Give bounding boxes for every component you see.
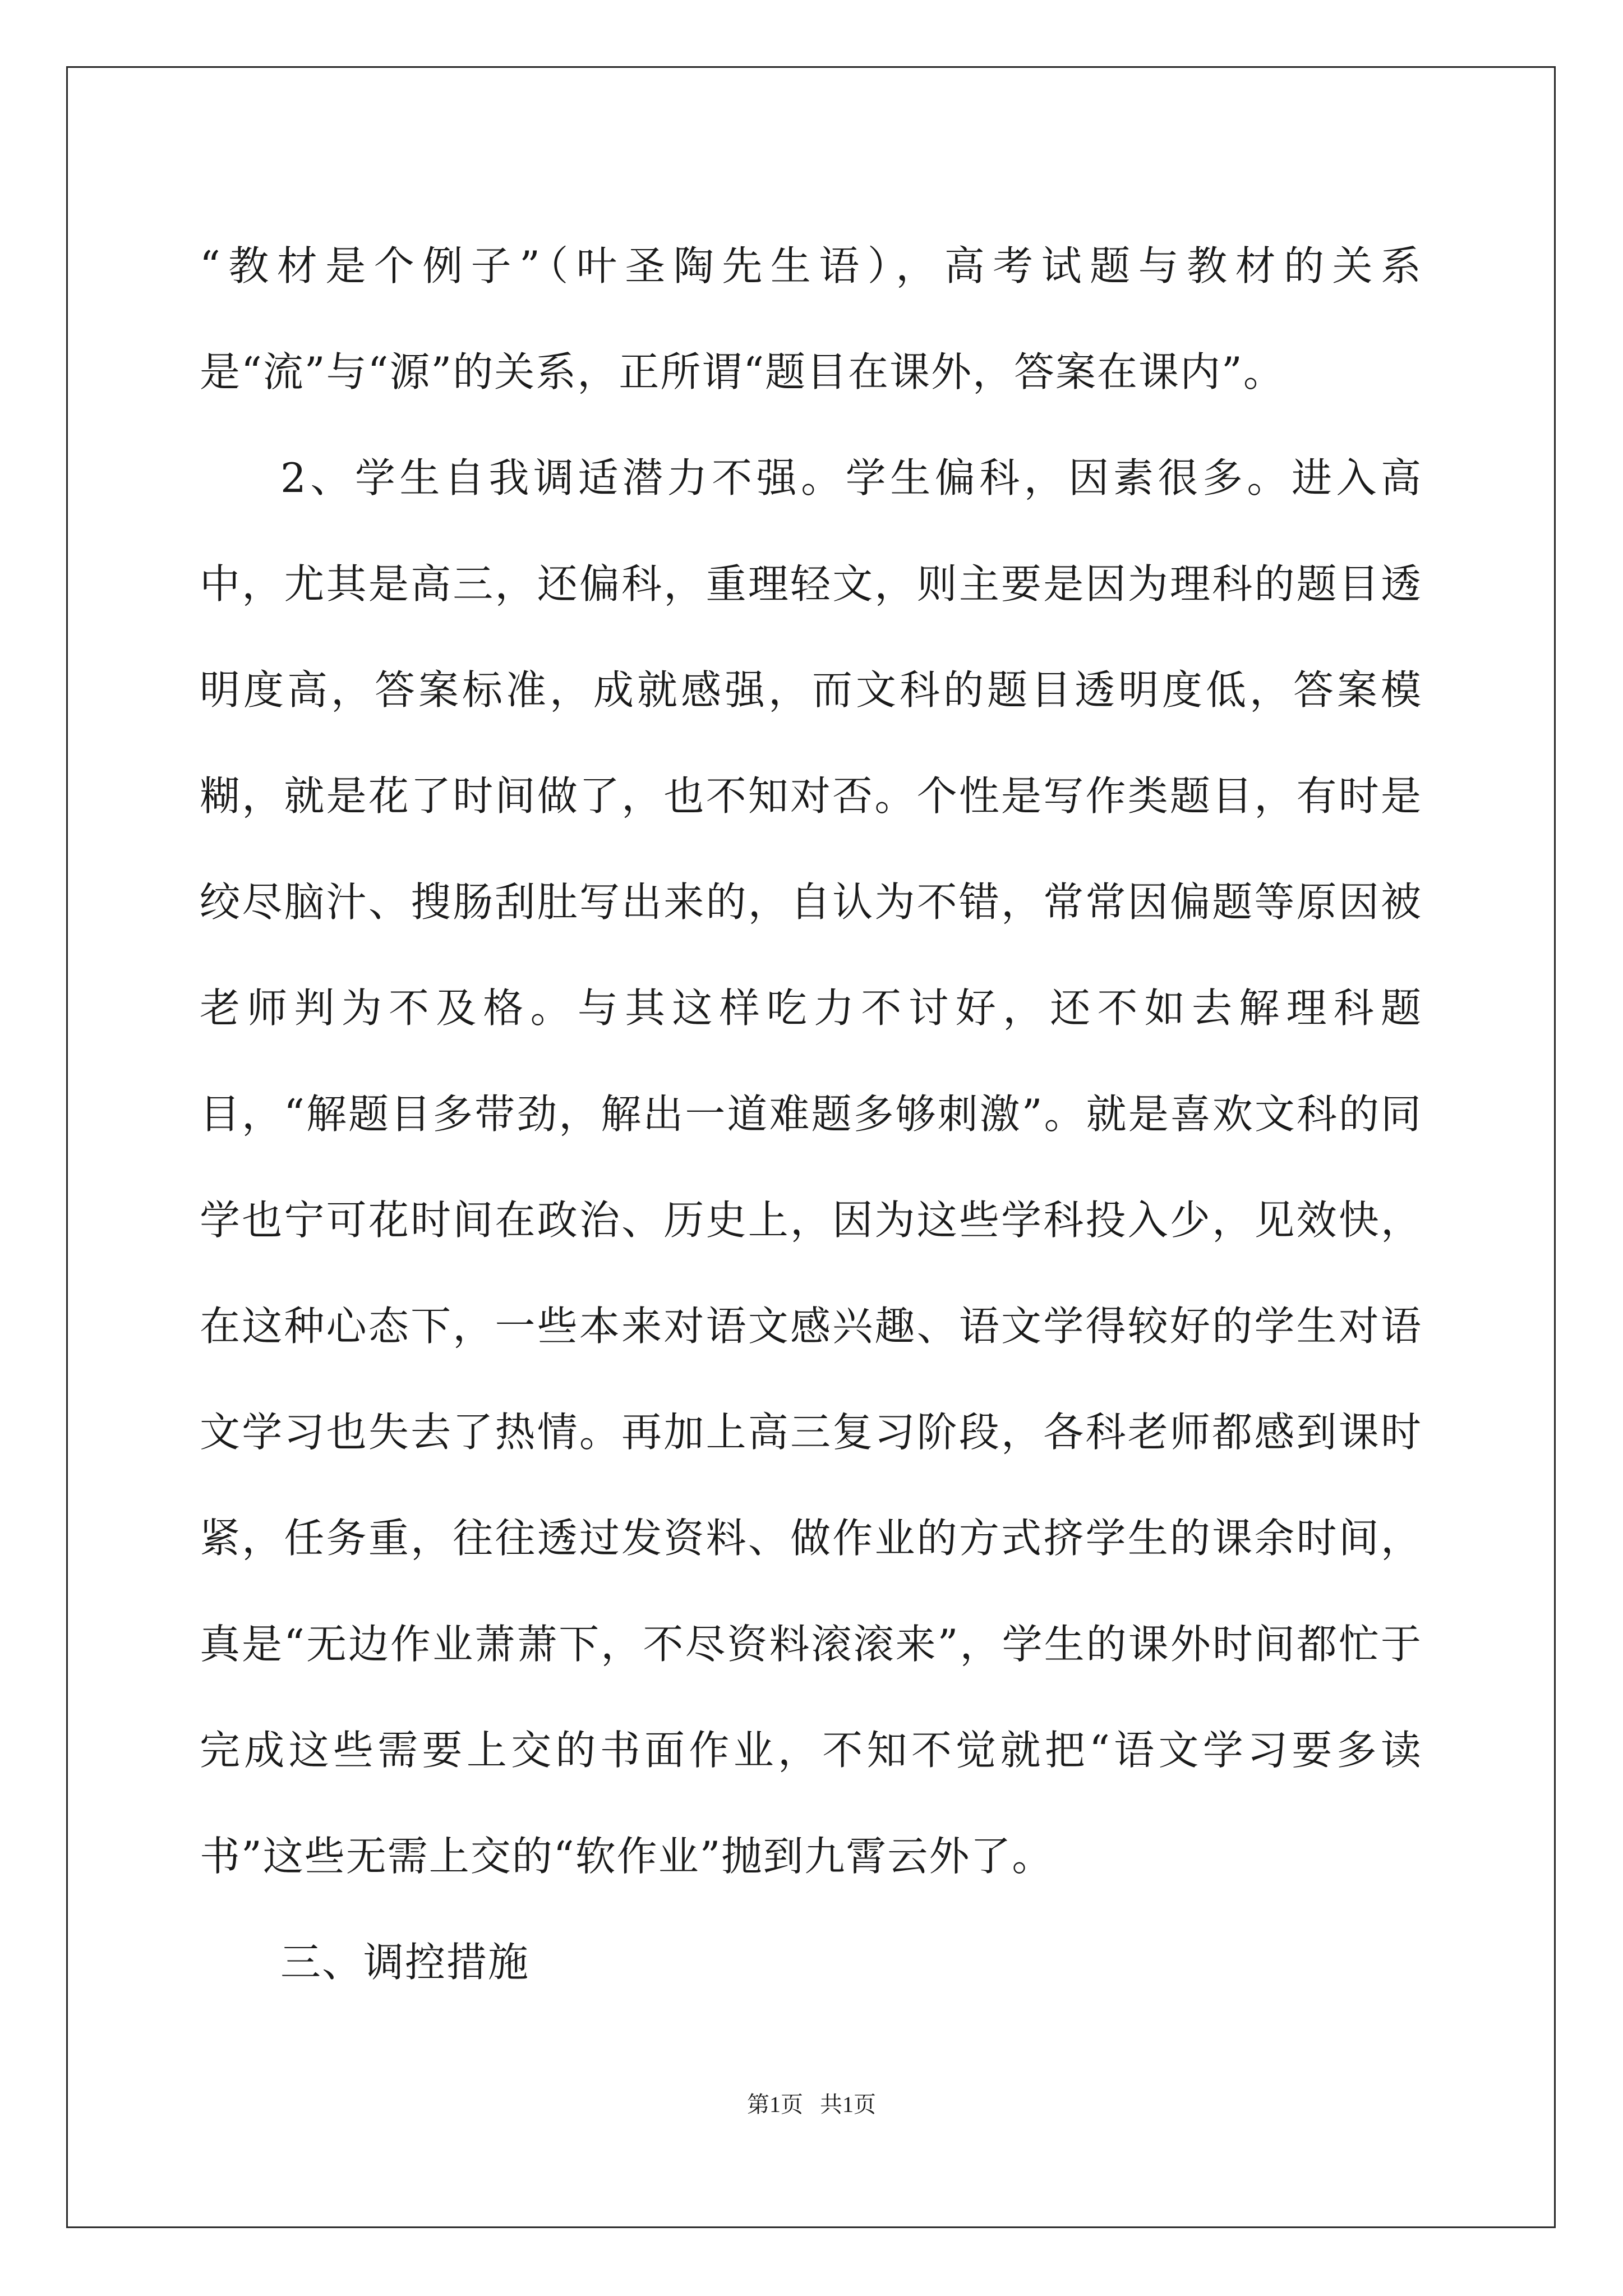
page-number: 第1页 <box>747 2092 803 2117</box>
document-body <box>200 213 1422 2016</box>
paragraph-intro: “教材是个例子”（叶圣陶先生语），高考试题与教材的关系是“流”与“源”的关系，正所谓“题目在课外，答案在课内”。 <box>200 242 1422 395</box>
paragraph-point-2: 2、学生自我调适潜力不强。学生偏科，因素很多。进入高中，尤其是高三，还偏科，重理轻文，则主要是因为理科的题目透明度高，答案标准，成就感强，而文科的题目透明度低，答案模糊，就是花了时间做了，也不知对否。个性是写作类题目，有时是绞尽脑汁、搜肠刮肚写出来的，自认为不错，常常因偏题等原因被老师判为不及格。与其这样吃力不讨好，还不如去解理科题目，“解题目多带劲，解出一道难题多够刺激”。就是喜欢文科的同学也宁可花时间在政治、历史上，因为这些学科投入少，见效快，在这种心态下，一些本来对语文感兴趣、语文学得较好的学生对语文学习也失去了热情。再加上高三复习阶段，各科老师都感到课时紧，任务重，往往透过发资料、做作业的方式挤学生的课余时间，真是“无边作业萧萧下，不尽资料滚滚来”，学生的课外时间都忙于完成这些需要上交的书面作业，不知不觉就把“语文学习要多读书”这些无需上交的“软作业”抛到九霄云外了。 <box>200 454 1422 1880</box>
page-total: 共1页 <box>820 2092 876 2117</box>
page-footer <box>0 2088 1623 2122</box>
section-heading-measures: 三、调控措施 <box>280 1939 530 1986</box>
